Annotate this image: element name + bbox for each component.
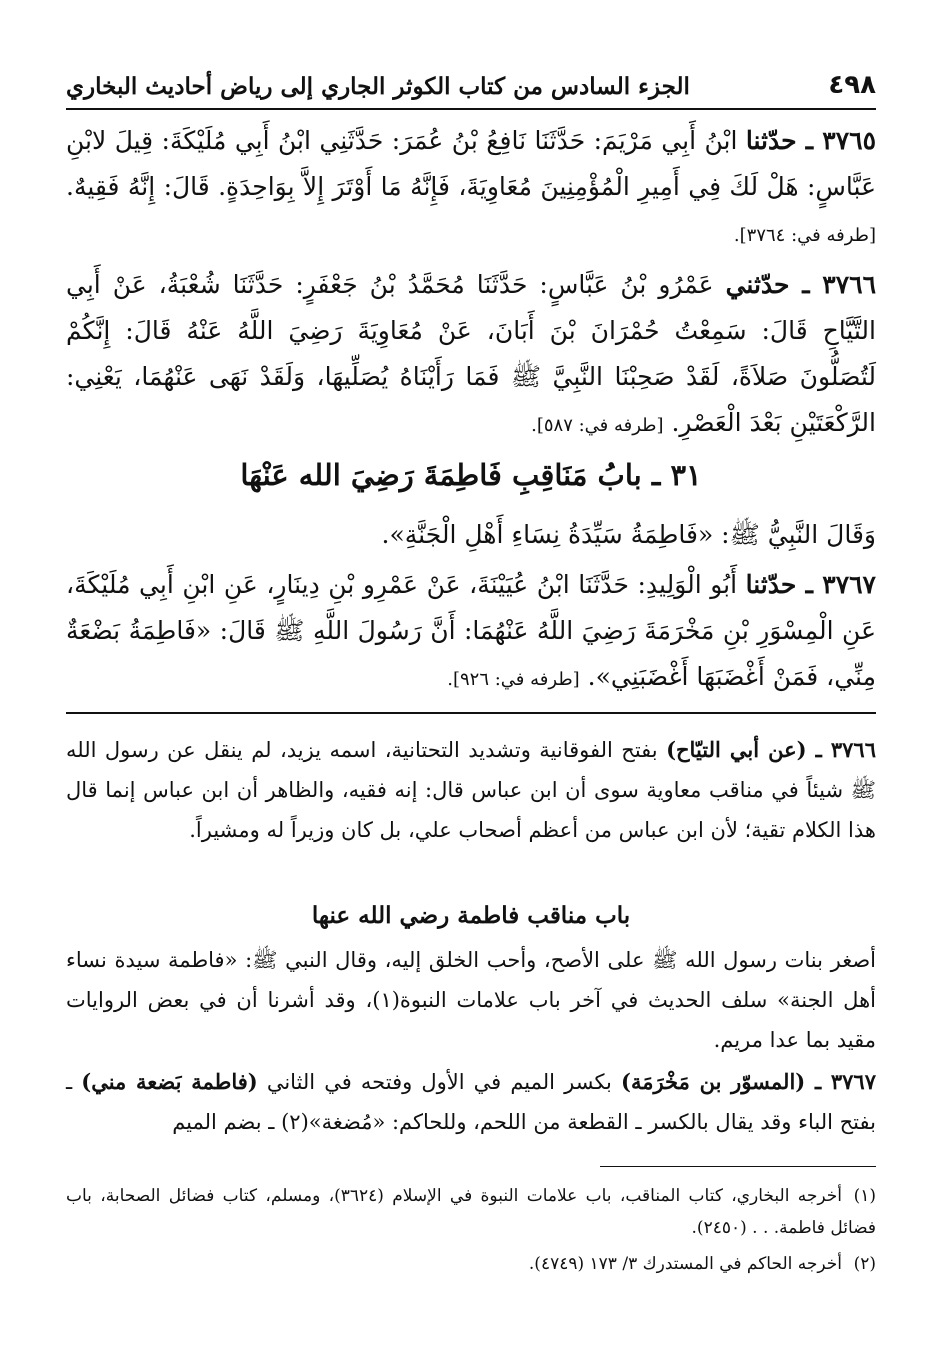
commentary-lead: ٣٧٦٧ ـ (المسوّر بن مَخْرَمَة) <box>621 1069 876 1094</box>
commentary-text-2: ـ بفتح الباء وقد يقال بالكسر ـ القطعة من اللحم، وللحاكم: «مُضغة»(٢) ـ بضم الميم <box>66 1070 876 1134</box>
hadith-number-lead: ٣٧٦٦ ـ حدّثني <box>725 270 877 299</box>
hadith-text: أَبُو الْوَلِيدِ: حَدَّثَنَا ابْنُ عُيَيْنَةَ، عَنْ عَمْرِو بْنِ دِينَارٍ، عَنِ ابْنِ أَبِي مُلَيْكَةَ، عَنِ الْمِسْوَرِ بْنِ مَخْرَمَةَ رَضِيَ اللَّهُ عَنْهُمَا: أَنَّ رَسُولَ اللَّهِ ﷺ قَالَ: «فَاطِمَةُ بَضْعَةٌ مِنِّي، فَمَنْ أَغْضَبَهَا أَغْضَبَنِي». <box>66 570 876 691</box>
running-title: الجزء السادس من كتاب الكوثر الجاري إلى رياض أحاديث البخاري <box>66 73 690 100</box>
section-divider <box>66 712 876 714</box>
prophet-quote: وَقَالَ النَّبِيُّ ﷺ: «فَاطِمَةُ سَيِّدَةُ نِسَاءِ أَهْلِ الْجَنَّةِ». <box>381 520 876 549</box>
commentary-3766 <box>66 730 876 850</box>
footnote-2 <box>66 1248 876 1280</box>
commentary-lead: ٣٧٦٦ ـ (عن أبي التيّاح) <box>666 737 876 762</box>
cross-reference: [طرفه في: ٩٢٦]. <box>447 669 580 690</box>
hadith-3765 <box>66 118 876 259</box>
cross-reference: [طرفه في: ٣٧٦٤]. <box>733 225 876 246</box>
commentary-lead-2: (فاطمة بَضعة مني) <box>81 1069 258 1094</box>
hadith-text: عَمْرُو بْنُ عَبَّاسٍ: حَدَّثَنَا مُحَمَّدُ بْنُ جَعْفَرٍ: حَدَّثَنَا شُعْبَةُ، عَنْ أَبِي التَّيَّاحِ قَالَ: سَمِعْتُ حُمْرَانَ بْنَ أَبَانَ، عَنْ مُعَاوِيَةَ رَضِيَ اللَّهُ عَنْهُ قَالَ: إِنَّكُمْ لَتُصَلُّونَ صَلاَةً، لَقَدْ صَحِبْنَا النَّبِيَّ ﷺ فَمَا رَأَيْنَاهُ يُصَلِّيهَا، وَلَقَدْ نَهَى عَنْهُمَا، يَعْنِي: الرَّكْعَتَيْنِ بَعْدَ الْعَصْرِ. <box>66 270 876 437</box>
page-number: ٤٩٨ <box>828 70 876 100</box>
commentary-text: أصغر بنات رسول الله ﷺ على الأصح، وأحب الخلق إليه، وقال النبي ﷺ: «فاطمة سيدة نساء أهل الجنة» سلف الحديث في آخر باب علامات النبوة(١)، وقد أشرنا أن في بعض الروايات مقيد بما عدا مريم. <box>66 948 876 1052</box>
footnote-mark: (٢) <box>853 1254 876 1274</box>
footnote-text: أخرجه الحاكم في المستدرك ٣/ ١٧٣ (٤٧٤٩). <box>528 1254 842 1274</box>
commentary-3767 <box>66 1062 876 1142</box>
commentary-text: بفتح الفوقانية وتشديد التحتانية، اسمه يزيد، لم ينقل عن رسول الله ﷺ شيئاً في مناقب معاوية سوى أن ابن عباس قال: إنه فقيه، والظاهر أن ابن عباس إنما قال هذا الكلام تقية؛ لأن ابن عباس من أعظم أصحاب علي، بل كان وزيراً له ومشيراً. <box>66 738 876 842</box>
hadith-text: ابْنُ أَبِي مَرْيَمَ: حَدَّثَنَا نَافِعُ بْنُ عُمَرَ: حَدَّثَنِي ابْنُ أَبِي مُلَيْكَةَ: قِيلَ لابْنِ عَبَّاسٍ: هَلْ لَكَ فِي أَمِيرِ الْمُؤْمِنِينَ مُعَاوِيَةَ، فَإِنَّهُ مَا أَوْتَرَ إِلاَّ بِوَاحِدَةٍ. قَالَ: إِنَّهُ فَقِيهٌ. <box>66 126 876 201</box>
footnote-divider <box>600 1166 876 1167</box>
commentary-chapter-heading: باب مناقب فاطمة رضي الله عنها <box>311 902 631 929</box>
hadith-3766 <box>66 262 876 449</box>
chapter-quote <box>66 512 876 558</box>
hadith-number-lead: ٣٧٦٥ ـ حدّثنا <box>745 126 876 155</box>
commentary-text: بكسر الميم في الأول وفتحه في الثاني <box>257 1070 622 1094</box>
cross-reference: [طرفه في: ٥٨٧]. <box>531 415 664 436</box>
footnote-1 <box>66 1180 876 1244</box>
hadith-number-lead: ٣٧٦٧ ـ حدّثنا <box>745 570 876 599</box>
commentary-chapter-text <box>66 940 876 1060</box>
page-header <box>66 58 876 110</box>
footnote-mark: (١) <box>853 1186 876 1206</box>
hadith-3767 <box>66 562 876 703</box>
footnote-text: أخرجه البخاري، كتاب المناقب، باب علامات النبوة في الإسلام (٣٦٢٤)، ومسلم، كتاب فضائل الصحابة، باب فضائل فاطمة. . . (٢٤٥٠). <box>66 1186 876 1238</box>
chapter-heading: ٣١ ـ بابُ مَنَاقِبِ فَاطِمَةَ رَضِيَ الله عَنْهَا <box>240 458 702 492</box>
